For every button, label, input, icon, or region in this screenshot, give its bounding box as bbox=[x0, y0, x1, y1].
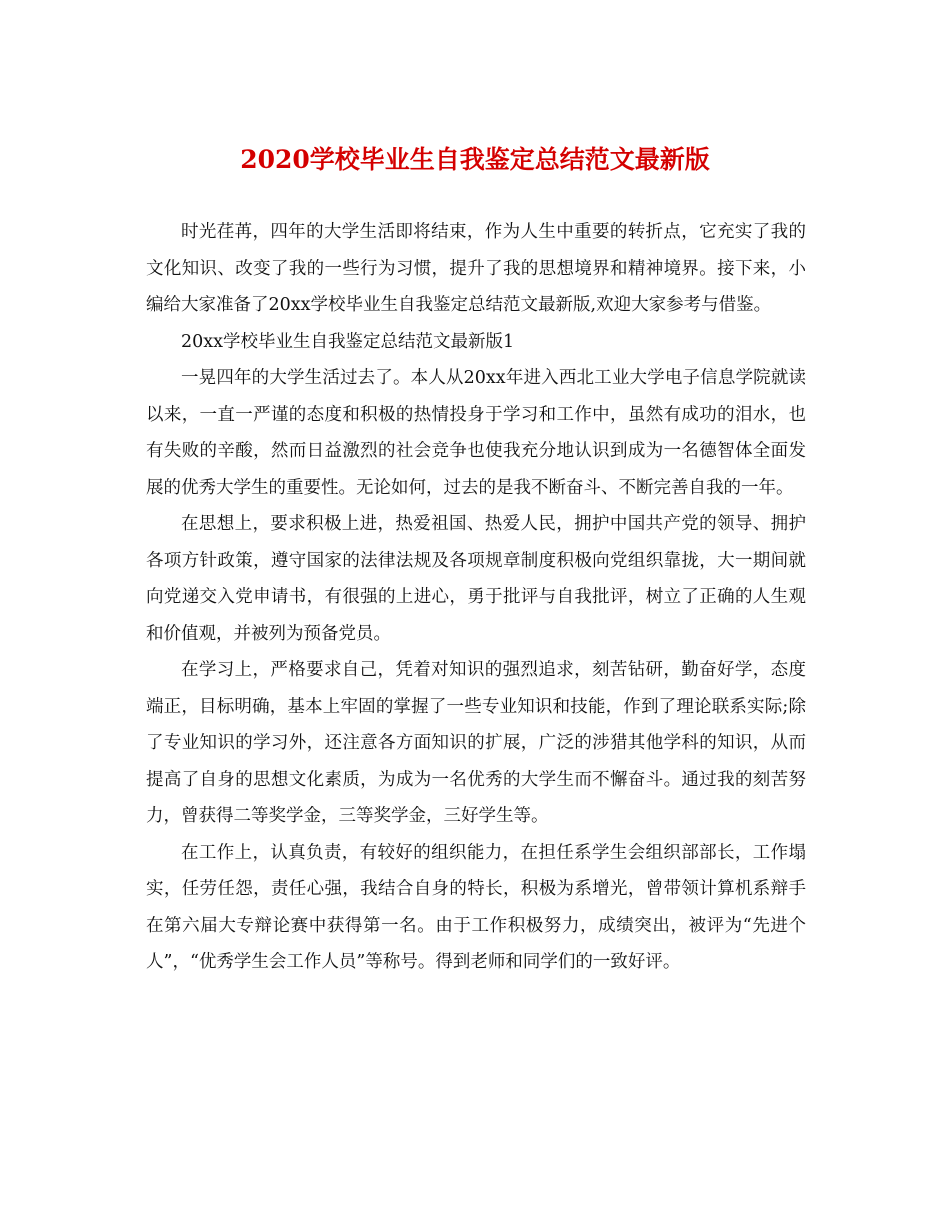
section-heading: 20xx学校毕业生自我鉴定总结范文最新版1 bbox=[181, 331, 515, 352]
body-paragraph: 一晃四年的大学生活过去了。本人从20xx年进入西北工业大学电子信息学院就读以来，一直一严谨的态度和积极的热情投身于学习和工作中，虽然有成功的泪水，也有失败的辛酸，然而日益激烈的社会竞争也使我充分地认识到成为一名德智体全面发展的优秀大学生的重要性。无论如何，过去的是我不断奋斗、不断完善自我的一年。 bbox=[146, 368, 806, 498]
document-title: 2020学校毕业生自我鉴定总结范文最新版 bbox=[240, 145, 710, 174]
body-paragraph: 在思想上，要求积极上进，热爱祖国、热爱人民，拥护中国共产党的领导、拥护各项方针政策，遵守国家的法律法规及各项规章制度积极向党组织靠拢，大一期间就向党递交入党申请书，有很强的上进心，勇于批评与自我批评，树立了正确的人生观和价值观，并被列为预备党员。 bbox=[146, 514, 806, 644]
body-paragraph: 在工作上，认真负责，有较好的组织能力，在担任系学生会组织部部长，工作塌实，任劳任怨，责任心强，我结合自身的特长，积极为系增光，曾带领计算机系辩手在第六届大专辩论赛中获得第一名。由于工作积极努力，成绩突出，被评为“先进个人”，“优秀学生会工作人员”等称号。得到老师和同学们的一致好评。 bbox=[146, 842, 806, 972]
intro-paragraph: 时光荏苒，四年的大学生活即将结束，作为人生中重要的转折点，它充实了我的文化知识、改变了我的一些行为习惯，提升了我的思想境界和精神境界。接下来，小编给大家准备了20xx学校毕业生自我鉴定总结范文最新版,欢迎大家参考与借鉴。 bbox=[146, 222, 806, 315]
document-body bbox=[146, 214, 806, 981]
body-paragraph: 在学习上，严格要求自己，凭着对知识的强烈追求，刻苦钻研，勤奋好学，态度端正，目标明确，基本上牢固的掌握了一些专业知识和技能，作到了理论联系实际;除了专业知识的学习外，还注意各方面知识的扩展，广泛的涉猎其他学科的知识，从而提高了自身的思想文化素质，为成为一名优秀的大学生而不懈奋斗。通过我的刻苦努力，曾获得二等奖学金，三等奖学金，三好学生等。 bbox=[146, 660, 806, 826]
